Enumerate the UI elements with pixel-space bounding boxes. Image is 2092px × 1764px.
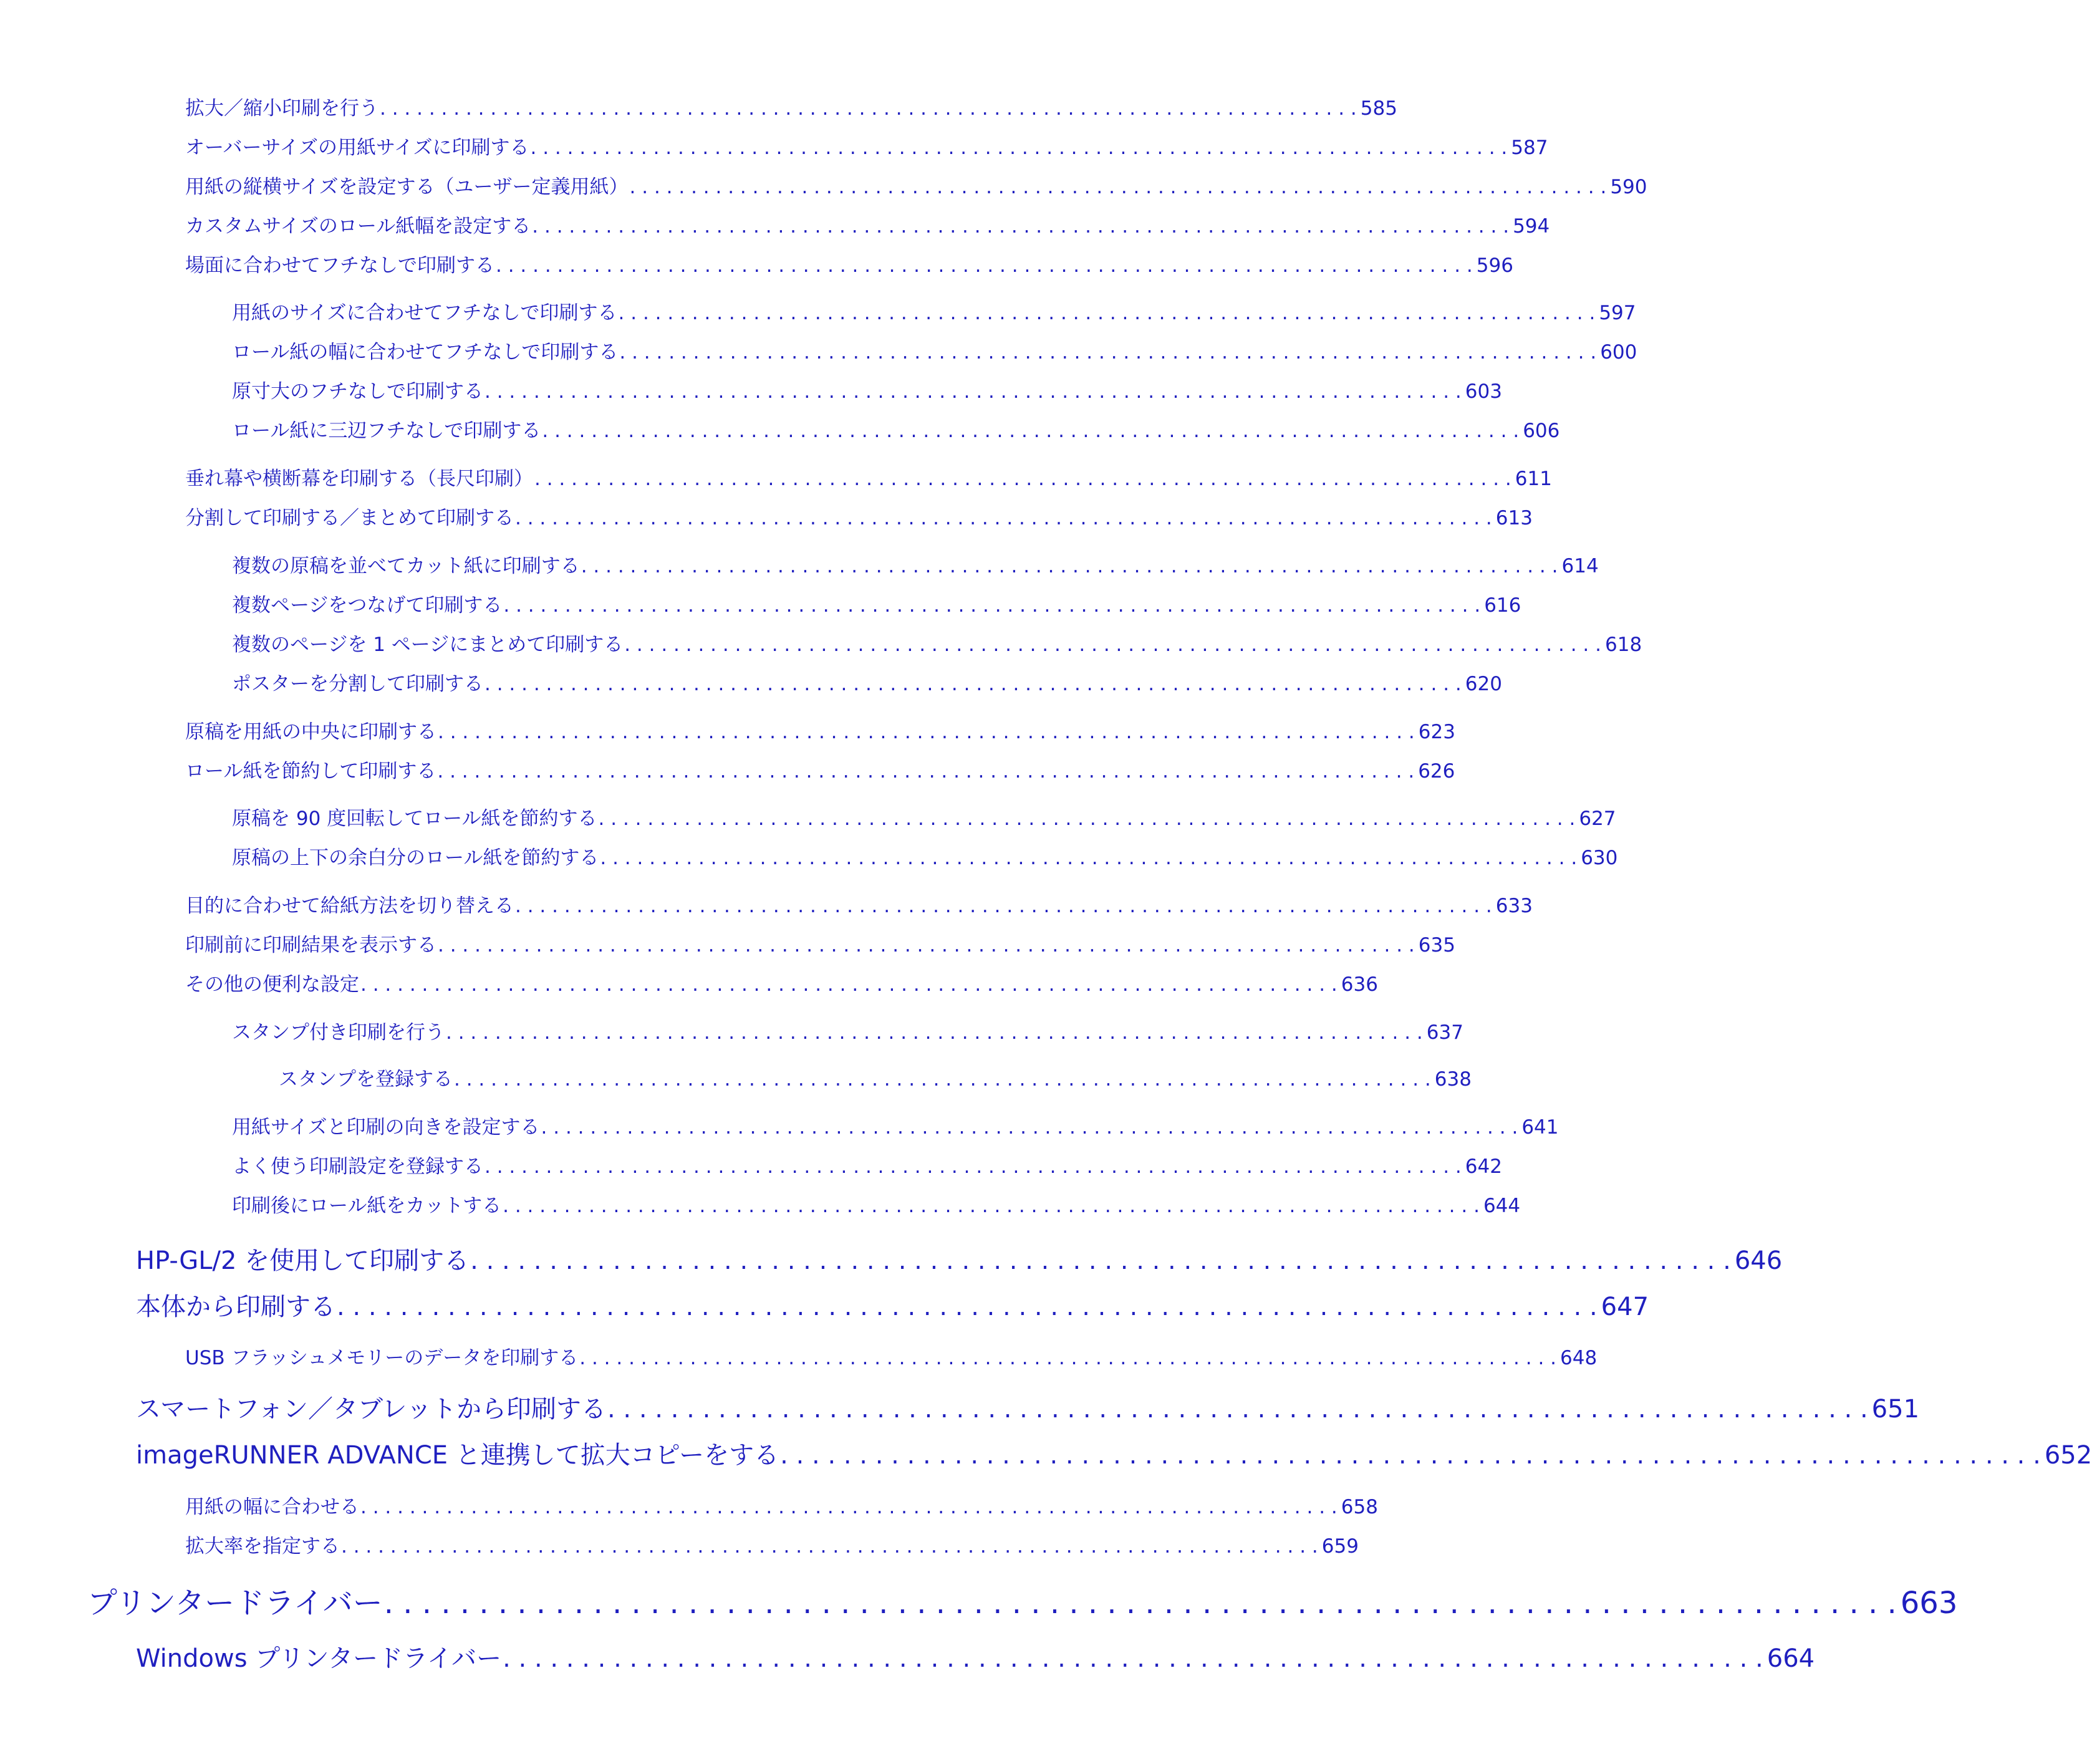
toc-entry[interactable]	[185, 890, 1533, 918]
toc-entry-page: 659	[1321, 1535, 1359, 1558]
toc-entry[interactable]	[185, 502, 1533, 530]
toc-entry-page: 600	[1600, 341, 1637, 364]
dot-leader: . . . . . . . . . . . . . . . . . . . . . . . . . . . . . . . . . . . . . . . . . . . . . . . . . . . . . . . . . . . . . . . . . . . . . . . . . . . . . . . .	[437, 760, 1415, 783]
toc-entry-label: 複数のページを 1 ページにまとめて印刷する	[232, 634, 624, 656]
toc-entry[interactable]	[232, 375, 1502, 403]
dot-leader: . . . . . . . . . . . . . . . . . . . . . . . . . . . . . . . . . . . . . . . . . . . . . . . . . . . . . . . . . . . . . . . . . . . . . . . . . . . . . . . .	[532, 215, 1510, 238]
dot-leader: . . . . . . . . . . . . . . . . . . . . . . . . . . . . . . . . . . . . . . . . . . . . . . . . . . . . . . . . . . . . . . . . . . . . . . . . . . . . . . . .	[607, 1395, 1868, 1424]
dot-leader: . . . . . . . . . . . . . . . . . . . . . . . . . . . . . . . . . . . . . . . . . . . . . . . . . . . . . . . . . . . . . . . . . . . . . . . . . . . . . . . .	[515, 507, 1492, 529]
dot-leader: . . . . . . . . . . . . . . . . . . . . . . . . . . . . . . . . . . . . . . . . . . . . . . . . . . . . . . . . . . . . . . . . . . . . . . . . . . . . . . . .	[780, 1441, 2041, 1470]
toc-entry-label: 原稿を用紙の中央に印刷する	[185, 721, 436, 743]
toc-entry-page: 633	[1495, 895, 1533, 917]
toc-entry-page: 641	[1521, 1116, 1559, 1139]
toc-entry[interactable]	[232, 668, 1502, 696]
toc-entry-label: プリンタードライバー	[87, 1586, 383, 1621]
toc-entry[interactable]	[185, 929, 1455, 957]
dot-leader: . . . . . . . . . . . . . . . . . . . . . . . . . . . . . . . . . . . . . . . . . . . . . . . . . . . . . . . . . . . . . . . . . . . . . . . . . . . . . . . .	[484, 673, 1462, 695]
toc-entry-label: スマートフォン／タブレットから印刷する	[136, 1395, 606, 1424]
toc-entry-label: 用紙サイズと印刷の向きを設定する	[232, 1116, 540, 1139]
dot-leader: . . . . . . . . . . . . . . . . . . . . . . . . . . . . . . . . . . . . . . . . . . . . . . . . . . . . . . . . . . . . . . . . . . . . . . . . . . . . . . . .	[454, 1068, 1431, 1091]
toc-entry-page: 648	[1560, 1347, 1598, 1369]
toc-entry[interactable]	[136, 1389, 1920, 1425]
toc-entry[interactable]	[185, 210, 1550, 238]
toc-entry-label: 印刷後にロール紙をカットする	[232, 1195, 502, 1217]
dot-leader: . . . . . . . . . . . . . . . . . . . . . . . . . . . . . . . . . . . . . . . . . . . . . . . . . . . . . . . . . . . . . . . . . . . . . . . . . . . . . . . .	[383, 1586, 1897, 1621]
toc-entry-label: 用紙の縦横サイズを設定する（ユーザー定義用紙）	[185, 176, 629, 198]
dot-leader: . . . . . . . . . . . . . . . . . . . . . . . . . . . . . . . . . . . . . . . . . . . . . . . . . . . . . . . . . . . . . . . . . . . . . . . . . . . . . . . .	[360, 1496, 1338, 1518]
toc-entry[interactable]	[279, 1063, 1472, 1091]
dot-leader: . . . . . . . . . . . . . . . . . . . . . . . . . . . . . . . . . . . . . . . . . . . . . . . . . . . . . . . . . . . . . . . . . . . . . . . . . . . . . . . .	[619, 341, 1597, 364]
toc-entry-label: 原稿を 90 度回転してロール紙を節約する	[232, 807, 597, 830]
toc-entry-label: 本体から印刷する	[136, 1293, 335, 1321]
toc-entry[interactable]	[87, 1579, 1958, 1622]
toc-entry[interactable]	[136, 1639, 1815, 1674]
toc-entry-label: ロール紙に三辺フチなしで印刷する	[232, 420, 541, 442]
toc-entry[interactable]	[185, 716, 1455, 744]
toc-entry-page: 596	[1476, 254, 1513, 277]
toc-entry-page: 585	[1360, 97, 1397, 120]
dot-leader: . . . . . . . . . . . . . . . . . . . . . . . . . . . . . . . . . . . . . . . . . . . . . . . . . . . . . . . . . . . . . . . . . . . . . . . . . . . . . . . .	[503, 1195, 1480, 1217]
toc-entry-page: 587	[1511, 137, 1548, 159]
toc-entry-label: 複数の原稿を並べてカット紙に印刷する	[232, 555, 580, 577]
toc-entry-page: 644	[1483, 1195, 1521, 1217]
dot-leader: . . . . . . . . . . . . . . . . . . . . . . . . . . . . . . . . . . . . . . . . . . . . . . . . . . . . . . . . . . . . . . . . . . . . . . . . . . . . . . . .	[503, 594, 1481, 617]
toc-entry-page: 651	[1871, 1395, 1920, 1424]
toc-entry-label: 分割して印刷する／まとめて印刷する	[185, 507, 514, 529]
toc-entry-label: 垂れ幕や横断幕を印刷する（長尺印刷）	[185, 468, 533, 490]
dot-leader: . . . . . . . . . . . . . . . . . . . . . . . . . . . . . . . . . . . . . . . . . . . . . . . . . . . . . . . . . . . . . . . . . . . . . . . . . . . . . . . .	[598, 807, 1576, 830]
dot-leader: . . . . . . . . . . . . . . . . . . . . . . . . . . . . . . . . . . . . . . . . . . . . . . . . . . . . . . . . . . . . . . . . . . . . . . . . . . . . . . . .	[624, 634, 1601, 656]
toc-entry[interactable]	[185, 1491, 1378, 1519]
dot-leader: . . . . . . . . . . . . . . . . . . . . . . . . . . . . . . . . . . . . . . . . . . . . . . . . . . . . . . . . . . . . . . . . . . . . . . . . . . . . . . . .	[541, 1116, 1518, 1139]
toc-entry[interactable]	[232, 1016, 1463, 1044]
toc-entry-label: 用紙のサイズに合わせてフチなしで印刷する	[232, 302, 617, 324]
toc-entry-page: 630	[1581, 847, 1618, 869]
toc-entry[interactable]	[185, 132, 1548, 160]
toc-entry-page: 663	[1900, 1586, 1958, 1621]
dot-leader: . . . . . . . . . . . . . . . . . . . . . . . . . . . . . . . . . . . . . . . . . . . . . . . . . . . . . . . . . . . . . . . . . . . . . . . . . . . . . . . .	[446, 1021, 1423, 1044]
dot-leader: . . . . . . . . . . . . . . . . . . . . . . . . . . . . . . . . . . . . . . . . . . . . . . . . . . . . . . . . . . . . . . . . . . . . . . . . . . . . . . . .	[581, 555, 1558, 577]
toc-entry[interactable]	[185, 755, 1455, 783]
toc-entry-page: 636	[1341, 973, 1378, 996]
toc-entry-label: 場面に合わせてフチなしで印刷する	[185, 254, 494, 277]
toc-entry-page: 664	[1767, 1644, 1815, 1673]
toc-entry[interactable]	[232, 1190, 1521, 1218]
toc-entry-label: オーバーサイズの用紙サイズに印刷する	[185, 137, 529, 159]
toc-entry[interactable]	[232, 1150, 1502, 1178]
toc-entry[interactable]	[232, 336, 1637, 364]
toc-entry-label: ロール紙の幅に合わせてフチなしで印刷する	[232, 341, 619, 364]
toc-entry-page: 647	[1601, 1293, 1649, 1321]
toc-entry[interactable]	[185, 1530, 1359, 1558]
dot-leader: . . . . . . . . . . . . . . . . . . . . . . . . . . . . . . . . . . . . . . . . . . . . . . . . . . . . . . . . . . . . . . . . . . . . . . . . . . . . . . . .	[360, 973, 1338, 996]
toc-entry-label: ロール紙を節約して印刷する	[185, 760, 436, 783]
toc-entry-label: 原稿の上下の余白分のロール紙を節約する	[232, 847, 599, 869]
dot-leader: . . . . . . . . . . . . . . . . . . . . . . . . . . . . . . . . . . . . . . . . . . . . . . . . . . . . . . . . . . . . . . . . . . . . . . . . . . . . . . . .	[503, 1644, 1763, 1673]
toc-entry-page: 658	[1341, 1496, 1378, 1518]
toc-entry-page: 597	[1599, 302, 1636, 324]
toc-entry-page: 611	[1515, 468, 1552, 490]
dot-leader: . . . . . . . . . . . . . . . . . . . . . . . . . . . . . . . . . . . . . . . . . . . . . . . . . . . . . . . . . . . . . . . . . . . . . . . . . . . . . . . .	[438, 934, 1415, 957]
toc-entry-page: 627	[1579, 807, 1616, 830]
toc-entry-page: 626	[1418, 760, 1455, 783]
toc-entry-label: 複数ページをつなげて印刷する	[232, 594, 503, 617]
toc-entry-page: 623	[1418, 721, 1455, 743]
toc-entry-label: 印刷前に印刷結果を表示する	[185, 934, 436, 957]
toc-entry-page: 620	[1465, 673, 1502, 695]
dot-leader: . . . . . . . . . . . . . . . . . . . . . . . . . . . . . . . . . . . . . . . . . . . . . . . . . . . . . . . . . . . . . . . . . . . . . . . . . . . . . . . .	[579, 1347, 1557, 1369]
toc-entry-page: 613	[1495, 507, 1533, 529]
toc-entry[interactable]	[232, 589, 1521, 617]
dot-leader: . . . . . . . . . . . . . . . . . . . . . . . . . . . . . . . . . . . . . . . . . . . . . . . . . . . . . . . . . . . . . . . . . . . . . . . . . . . . . . . .	[534, 468, 1511, 490]
dot-leader: . . . . . . . . . . . . . . . . . . . . . . . . . . . . . . . . . . . . . . . . . . . . . . . . . . . . . . . . . . . . . . . . . . . . . . . . . . . . . . . .	[530, 137, 1508, 159]
toc-entry[interactable]	[185, 92, 1397, 120]
toc-entry[interactable]	[136, 1435, 2092, 1471]
toc-entry-page: 638	[1434, 1068, 1472, 1091]
toc-entry-label: その他の便利な設定	[185, 973, 359, 996]
toc-entry-page: 635	[1418, 934, 1455, 957]
toc-entry[interactable]	[136, 1241, 1783, 1276]
toc-entry-label: 原寸大のフチなしで印刷する	[232, 380, 483, 403]
toc-entry-label: スタンプを登録する	[279, 1068, 453, 1091]
toc-entry-label: USB フラッシュメモリーのデータを印刷する	[185, 1347, 579, 1369]
dot-leader: . . . . . . . . . . . . . . . . . . . . . . . . . . . . . . . . . . . . . . . . . . . . . . . . . . . . . . . . . . . . . . . . . . . . . . . . . . . . . . . .	[629, 176, 1607, 198]
toc-entry[interactable]	[232, 842, 1618, 870]
toc-entry-page: 646	[1734, 1246, 1783, 1275]
dot-leader: . . . . . . . . . . . . . . . . . . . . . . . . . . . . . . . . . . . . . . . . . . . . . . . . . . . . . . . . . . . . . . . . . . . . . . . . . . . . . . . .	[337, 1293, 1598, 1321]
toc-entry-page: 603	[1465, 380, 1502, 403]
dot-leader: . . . . . . . . . . . . . . . . . . . . . . . . . . . . . . . . . . . . . . . . . . . . . . . . . . . . . . . . . . . . . . . . . . . . . . . . . . . . . . . .	[515, 895, 1492, 917]
toc-entry-label: Windows プリンタードライバー	[136, 1644, 502, 1673]
toc-entry-label: よく使う印刷設定を登録する	[232, 1155, 483, 1178]
toc-entry-page: 618	[1605, 634, 1642, 656]
toc-entry-page: 614	[1561, 555, 1599, 577]
toc-entry[interactable]	[185, 249, 1513, 277]
toc-entry[interactable]	[136, 1287, 1649, 1323]
dot-leader: . . . . . . . . . . . . . . . . . . . . . . . . . . . . . . . . . . . . . . . . . . . . . . . . . . . . . . . . . . . . . . . . . . . . . . . . . . . . . . . .	[380, 97, 1357, 120]
toc-entry[interactable]	[232, 1111, 1559, 1139]
toc-entry[interactable]	[185, 463, 1552, 491]
toc-entry[interactable]	[185, 1342, 1598, 1370]
toc-entry-label: 目的に合わせて給紙方法を切り替える	[185, 895, 514, 917]
toc-entry-label: HP-GL/2 を使用して印刷する	[136, 1246, 470, 1275]
dot-leader: . . . . . . . . . . . . . . . . . . . . . . . . . . . . . . . . . . . . . . . . . . . . . . . . . . . . . . . . . . . . . . . . . . . . . . . . . . . . . . . .	[484, 380, 1462, 403]
toc-entry-page: 606	[1523, 420, 1560, 442]
dot-leader: . . . . . . . . . . . . . . . . . . . . . . . . . . . . . . . . . . . . . . . . . . . . . . . . . . . . . . . . . . . . . . . . . . . . . . . . . . . . . . . .	[618, 302, 1596, 324]
toc-entry-page: 590	[1610, 176, 1647, 198]
toc-entry[interactable]	[232, 802, 1616, 831]
toc-entry-page: 594	[1513, 215, 1550, 238]
toc-entry-page: 616	[1484, 594, 1521, 617]
toc-entry[interactable]	[232, 550, 1599, 578]
dot-leader: . . . . . . . . . . . . . . . . . . . . . . . . . . . . . . . . . . . . . . . . . . . . . . . . . . . . . . . . . . . . . . . . . . . . . . . . . . . . . . . .	[438, 721, 1415, 743]
toc-entry[interactable]	[185, 968, 1378, 996]
dot-leader: . . . . . . . . . . . . . . . . . . . . . . . . . . . . . . . . . . . . . . . . . . . . . . . . . . . . . . . . . . . . . . . . . . . . . . . . . . . . . . . .	[600, 847, 1578, 869]
toc-entry-label: スタンプ付き印刷を行う	[232, 1021, 445, 1044]
toc-entry[interactable]	[232, 629, 1642, 657]
toc-entry[interactable]	[232, 415, 1560, 443]
toc-entry-label: 用紙の幅に合わせる	[185, 1496, 359, 1518]
toc-entry-label: 拡大／縮小印刷を行う	[185, 97, 378, 120]
dot-leader: . . . . . . . . . . . . . . . . . . . . . . . . . . . . . . . . . . . . . . . . . . . . . . . . . . . . . . . . . . . . . . . . . . . . . . . . . . . . . . . .	[484, 1155, 1462, 1178]
toc-entry-label: imageRUNNER ADVANCE と連携して拡大コピーをする	[136, 1441, 779, 1470]
toc-entry-page: 642	[1465, 1155, 1502, 1178]
toc-entry[interactable]	[232, 297, 1636, 325]
toc-entry-label: 拡大率を指定する	[185, 1535, 340, 1558]
dot-leader: . . . . . . . . . . . . . . . . . . . . . . . . . . . . . . . . . . . . . . . . . . . . . . . . . . . . . . . . . . . . . . . . . . . . . . . . . . . . . . . .	[470, 1246, 1731, 1275]
dot-leader: . . . . . . . . . . . . . . . . . . . . . . . . . . . . . . . . . . . . . . . . . . . . . . . . . . . . . . . . . . . . . . . . . . . . . . . . . . . . . . . .	[341, 1535, 1318, 1558]
toc-entry-label: カスタムサイズのロール紙幅を設定する	[185, 215, 531, 238]
toc-entry[interactable]	[185, 171, 1647, 199]
toc-entry-page: 637	[1426, 1021, 1463, 1044]
toc-entry-page: 652	[2044, 1441, 2092, 1470]
dot-leader: . . . . . . . . . . . . . . . . . . . . . . . . . . . . . . . . . . . . . . . . . . . . . . . . . . . . . . . . . . . . . . . . . . . . . . . . . . . . . . . .	[496, 254, 1473, 277]
dot-leader: . . . . . . . . . . . . . . . . . . . . . . . . . . . . . . . . . . . . . . . . . . . . . . . . . . . . . . . . . . . . . . . . . . . . . . . . . . . . . . . .	[542, 420, 1520, 442]
toc-entry-label: ポスターを分割して印刷する	[232, 673, 483, 695]
